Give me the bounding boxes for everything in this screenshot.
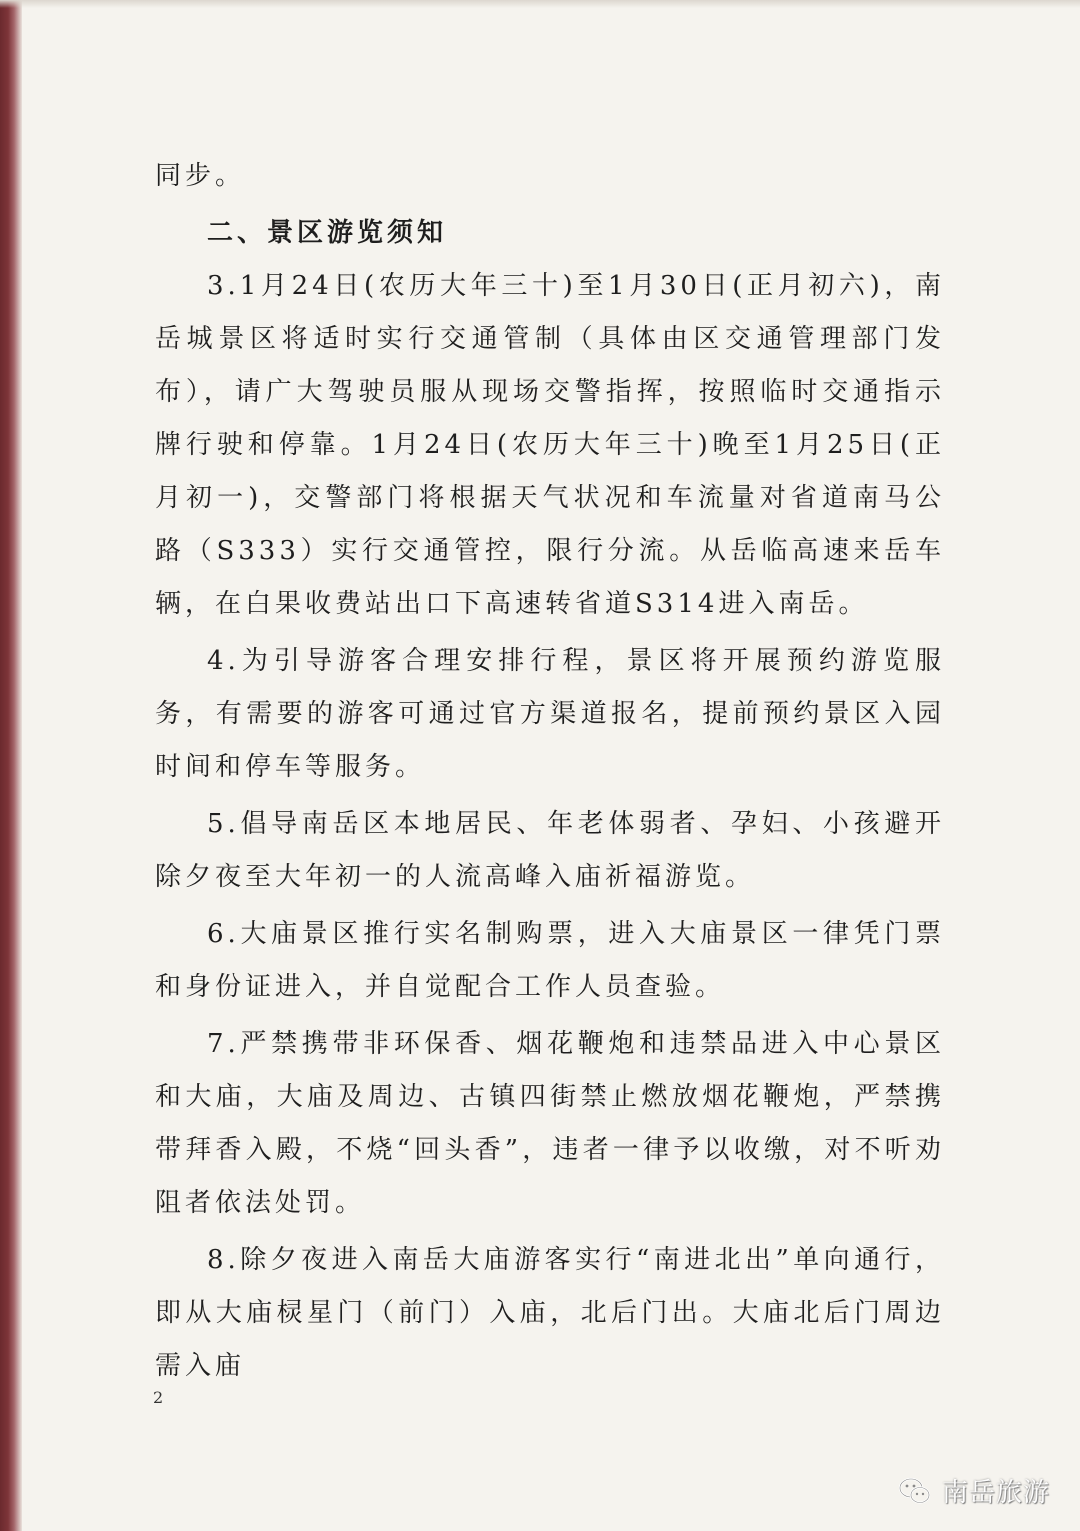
document-body [155, 150, 945, 1393]
paragraph-item-3: 3.1月24日(农历大年三十)至1月30日(正月初六)，南岳城景区将适时实行交通管制（具体由区交通管理部门发布），请广大驾驶员服从现场交警指挥，按照临时交通指示牌行驶和停靠。1月24日(农历大年三十)晚至1月25日(正月初一)，交警部门将根据天气状况和车流量对省道南马公路（S333）实行交通管控，限行分流。从岳临高速来岳车辆，在白果收费站出口下高速转省道S314进入南岳。 [155, 271, 945, 619]
watermark-text: 南岳旅游 [941, 1478, 1050, 1508]
paragraph-item-7: 7.严禁携带非环保香、烟花鞭炮和违禁品进入中心景区和大庙，大庙及周边、古镇四街禁止燃放烟花鞭炮，严禁携带拜香入殿，不烧“回头香”，违者一律予以收缴，对不听劝阻者依法处罚。 [155, 1029, 945, 1218]
paragraph-item-4: 4.为引导游客合理安排行程，景区将开展预约游览服务，有需要的游客可通过官方渠道报名，提前预约景区入园时间和停车等服务。 [155, 646, 945, 782]
paragraph-item-8: 8.除夕夜进入南岳大庙游客实行“南进北出”单向通行，即从大庙棂星门（前门）入庙，北后门出。大庙北后门周边需入庙 [155, 1245, 945, 1381]
paragraph-continuation: 同步。 [155, 161, 246, 191]
section-heading: 二、景区游览须知 [207, 218, 448, 248]
paragraph-item-6: 6.大庙景区推行实名制购票，进入大庙景区一律凭门票和身份证进入，并自觉配合工作人员查验。 [155, 919, 945, 1002]
account-watermark [898, 1472, 1050, 1509]
wechat-icon [898, 1476, 932, 1506]
page-binding-edge [0, 0, 22, 1531]
paragraph-item-5: 5.倡导南岳区本地居民、年老体弱者、孕妇、小孩避开除夕夜至大年初一的人流高峰入庙祈福游览。 [155, 809, 945, 892]
page-number: 2 [153, 1388, 164, 1407]
page-top-shadow [0, 0, 1080, 8]
